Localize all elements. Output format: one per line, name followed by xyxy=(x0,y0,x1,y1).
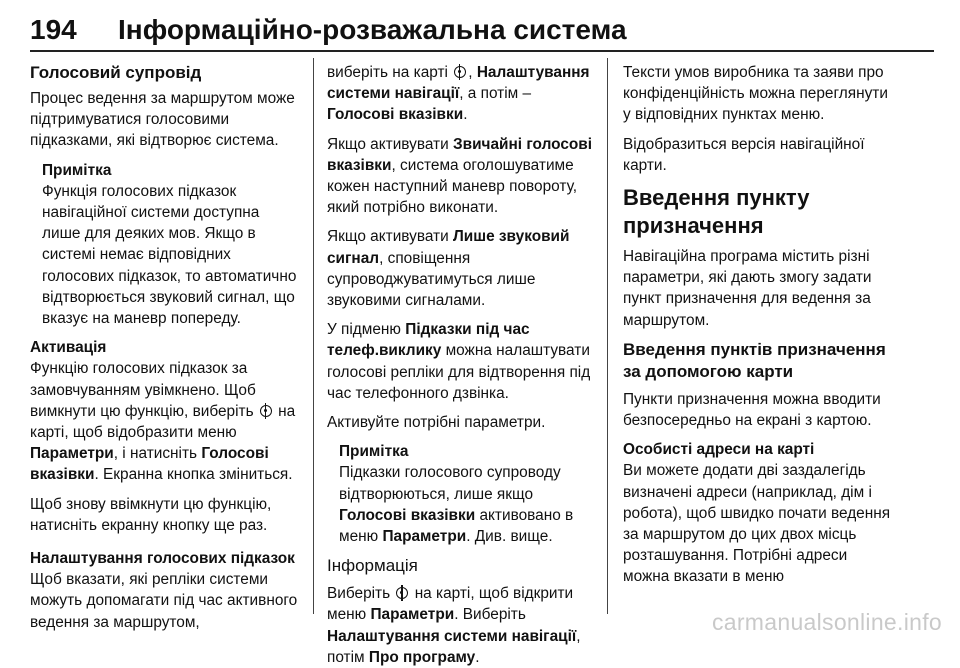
paragraph: У підменю Підказки під час телеф.виклику можна налаштувати голосові репліки для відтворення під час телефонного дзвінка. xyxy=(327,321,591,402)
paragraph: Ви можете додати дві заздалегідь визначені адреси (наприклад, дім і робота), щоб швидко почати ведення за маршрутом до цих двох місць розташування. Потрібні адреси можна вказати в меню xyxy=(623,462,891,586)
column-3 xyxy=(623,62,895,588)
paragraph: Щоб знову ввімкнути цю функцію, натисніть екранну кнопку ще раз. xyxy=(30,495,272,534)
page-header xyxy=(30,14,930,54)
page-number: 194 xyxy=(30,14,77,45)
paragraph: виберіть на карті , Налаштування системи навігації, а потім – Голосові вказівки. xyxy=(327,64,590,124)
column-2 xyxy=(327,62,599,668)
header-rule xyxy=(30,50,934,52)
paragraph: Якщо активувати Лише звуковий сигнал, сповіщення супроводжуватимуться лише звуковими сигналами. xyxy=(327,228,570,310)
column-divider xyxy=(607,58,608,614)
paragraph: Функцію голосових підказок за замовчуванням увімкнено. Щоб вимкнути цю функцію, виберіть на карті, щоб відобразити меню Параметри, і натисніть Голосові вказівки. Екранна кнопка зміниться. xyxy=(30,360,296,484)
paragraph: Навігаційна програма містить різні параметри, які дають змогу задати пункт призначення для ведення за маршрутом. xyxy=(623,248,872,329)
map-menu-icon xyxy=(396,587,408,599)
map-menu-icon xyxy=(260,405,272,417)
note-text: Функція голосових підказок навігаційної системи доступна лише для деяких мов. Якщо в системі немає відповідних голосових підказок, то автоматично відтворюється звуковий сигнал, що вказує на маневр попереду. xyxy=(42,182,297,328)
note-block xyxy=(30,160,300,330)
column-1 xyxy=(30,62,300,633)
note-title: Примітка xyxy=(42,161,112,179)
subsection-heading: Налаштування голосових підказок xyxy=(30,550,295,568)
note-block xyxy=(327,441,599,547)
paragraph: Якщо активувати Звичайні голосові вказівки, система оголошуватиме кожен наступний маневр повороту, який потрібно виконати. xyxy=(327,135,593,217)
column-divider xyxy=(313,58,314,614)
paragraph: Активуйте потрібні параметри. xyxy=(327,414,546,432)
section-heading: Введення пунктів призначення за допомогою карти xyxy=(623,339,886,381)
running-head: Інформаційно-розважальна система xyxy=(118,14,627,45)
paragraph: Процес ведення за маршрутом може підтримуватися голосовими підказками, які відтворює система. xyxy=(30,90,295,150)
paragraph: Щоб вказати, які репліки системи можуть допомагати під час активного ведення за маршрутом, xyxy=(30,571,298,631)
paragraph: Тексти умов виробника та заяви про конфіденційність можна переглянути у відповідних пунктах меню. xyxy=(623,64,888,124)
section-heading: Голосовий супровід xyxy=(30,63,202,82)
map-menu-icon xyxy=(454,66,466,78)
chapter-heading: Введення пункту призначення xyxy=(623,185,810,239)
watermark: carmanualsonline.info xyxy=(711,609,942,635)
paragraph: Відобразиться версія навігаційної карти. xyxy=(623,135,865,174)
subsection-heading: Активація xyxy=(30,339,107,357)
subsection-heading: Інформація xyxy=(327,556,418,576)
paragraph: Виберіть на карті, щоб відкрити меню Параметри. Виберіть Налаштування системи навігації, потім Про програму. xyxy=(327,585,581,666)
note-title: Примітка xyxy=(339,443,409,461)
paragraph: Пункти призначення можна вводити безпосередньо на екрані з картою. xyxy=(623,390,881,430)
subsection-heading: Особисті адреси на карті xyxy=(623,441,815,459)
note-text: Підказки голосового супроводу відтворюються, лише якщо Голосові вказівки активовано в меню Параметри. Див. вище. xyxy=(339,464,574,546)
